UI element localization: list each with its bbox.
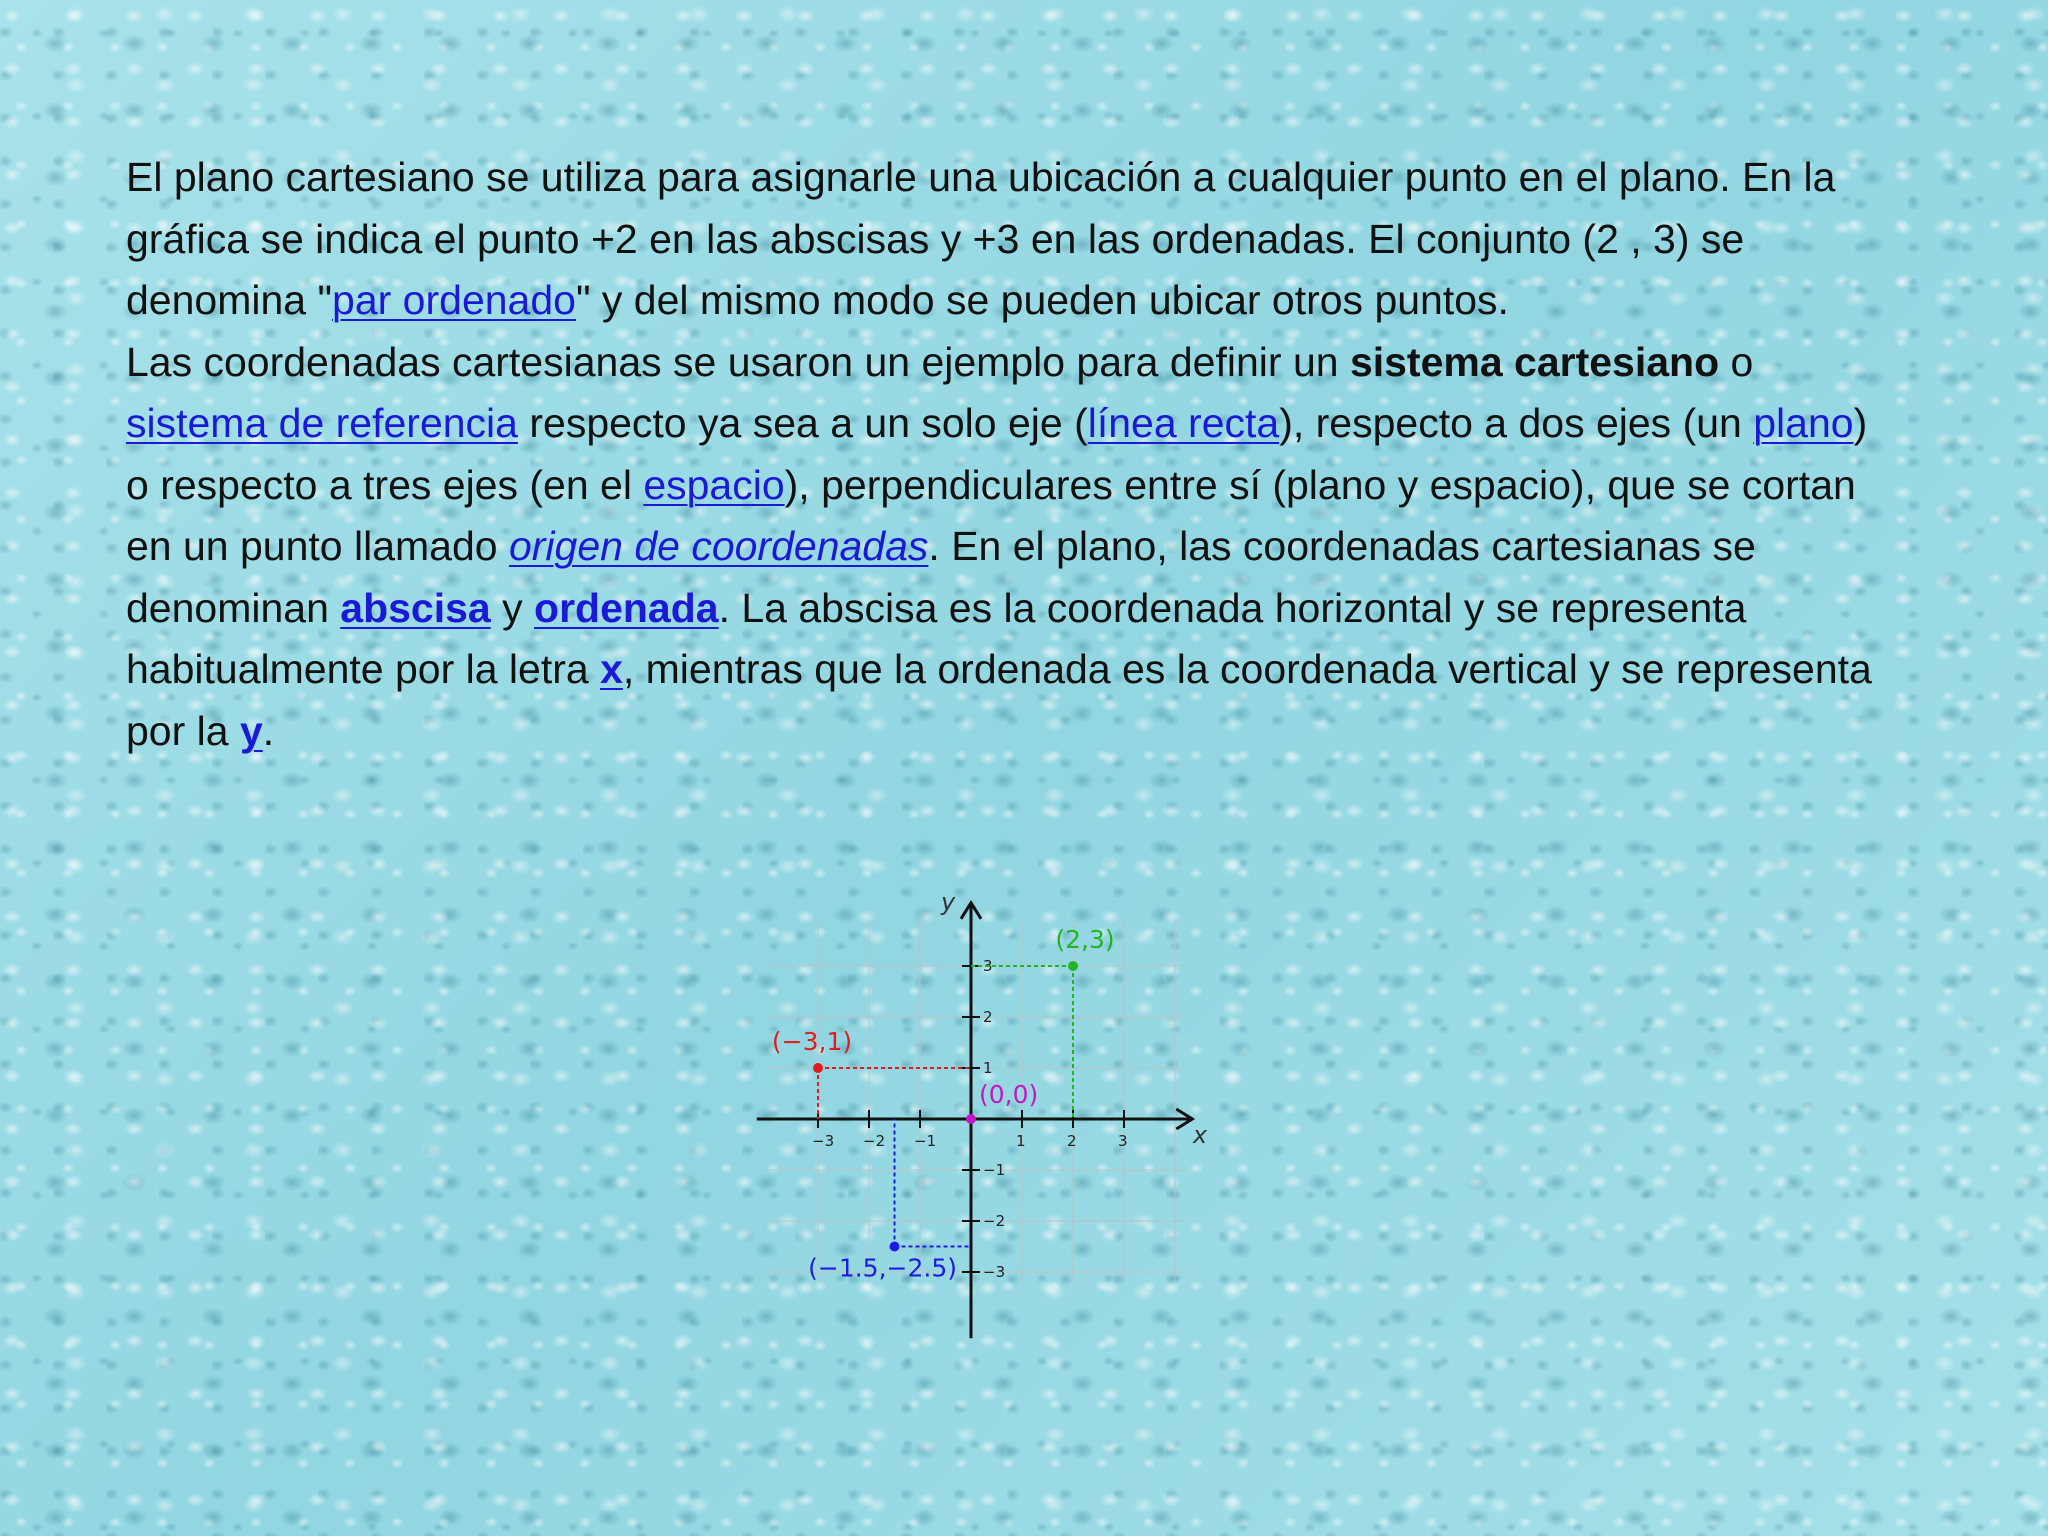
link-origen-de-coordenadas[interactable]: origen de coordenadas [508, 523, 929, 569]
x-tick-label: −2 [863, 1132, 886, 1150]
bold-sistema-cartesiano: sistema cartesiano [1349, 338, 1720, 385]
slide-text [126, 147, 1896, 762]
paragraph-2-text-c: respecto ya sea a un solo eje ( [517, 400, 1088, 446]
paragraph-1 [126, 147, 1896, 332]
paragraph-2-text-f: ), perpendiculares entre sí (plano y espacio), que se cortan en un punto llamado [126, 461, 1856, 569]
point-marker [890, 1242, 900, 1252]
x-tick-label: 2 [1067, 1132, 1077, 1150]
paragraph-2-text-h: y [490, 584, 535, 631]
x-tick-label: −1 [914, 1132, 937, 1150]
link-y[interactable]: y [239, 707, 263, 754]
link-plano[interactable]: plano [1753, 400, 1854, 446]
point-label: (−1.5,−2.5) [808, 1253, 957, 1283]
point-label: (0,0) [979, 1080, 1039, 1109]
cartesian-plane-graph [748, 887, 1208, 1342]
paragraph-1-text-a: El plano cartesiano se utiliza para asignarle una ubicación a cualquier punto en el plano. En la gráfica se indica el punto +2 en las abscisas y +3 en las ordenadas. El conjunto (2 , 3) se denomina " [126, 154, 1836, 323]
link-sistema-de-referencia[interactable]: sistema de referencia [126, 400, 518, 446]
paragraph-2-text-j: , mientras que la ordenada es la coordenada vertical y se representa por la [126, 646, 1872, 754]
point-label: (2,3) [1055, 925, 1115, 954]
y-tick-label: −3 [983, 1263, 1006, 1281]
paragraph-2-text-g: . En el plano, las coordenadas cartesianas se denominan [126, 523, 1756, 631]
link-abscisa[interactable]: abscisa [340, 584, 491, 631]
y-axis-label: y [941, 887, 956, 916]
paragraph-2-text-e: ) o respecto a tres ejes (en el [126, 400, 1868, 508]
paragraph-2-text-b: o [1719, 338, 1754, 385]
x-axis-label: x [1192, 1121, 1208, 1149]
paragraph-2-text-i: . La abscisa es la coordenada horizontal y se representa habitualmente por la letra [126, 584, 1747, 692]
paragraph-2 [126, 332, 1896, 763]
link-x[interactable]: x [600, 646, 623, 692]
x-tick-label: 1 [1016, 1132, 1026, 1150]
link-ordenada[interactable]: ordenada [534, 584, 719, 631]
point-marker [813, 1063, 823, 1073]
x-tick-label: −3 [812, 1132, 835, 1150]
paragraph-2-text-k: . [262, 707, 275, 754]
point-marker [966, 1114, 976, 1124]
link-par-ordenado[interactable]: par ordenado [332, 277, 576, 323]
link-linea-recta[interactable]: línea recta [1087, 400, 1280, 446]
y-tick-label: −2 [983, 1212, 1006, 1230]
paragraph-2-text-a: Las coordenadas cartesianas se usaron un ejemplo para definir un [126, 338, 1350, 385]
y-tick-label: 3 [983, 957, 993, 975]
y-tick-label: −1 [983, 1161, 1006, 1179]
paragraph-1-text-b: " y del mismo modo se pueden ubicar otros puntos. [575, 277, 1509, 323]
y-tick-label: 1 [983, 1059, 993, 1077]
point-marker [1068, 961, 1078, 971]
paragraph-2-text-d: ), respecto a dos ejes (un [1279, 400, 1754, 446]
x-tick-label: 3 [1118, 1132, 1128, 1150]
point-label: (−3,1) [771, 1027, 853, 1056]
y-tick-label: 2 [983, 1008, 993, 1026]
link-espacio[interactable]: espacio [643, 461, 785, 508]
